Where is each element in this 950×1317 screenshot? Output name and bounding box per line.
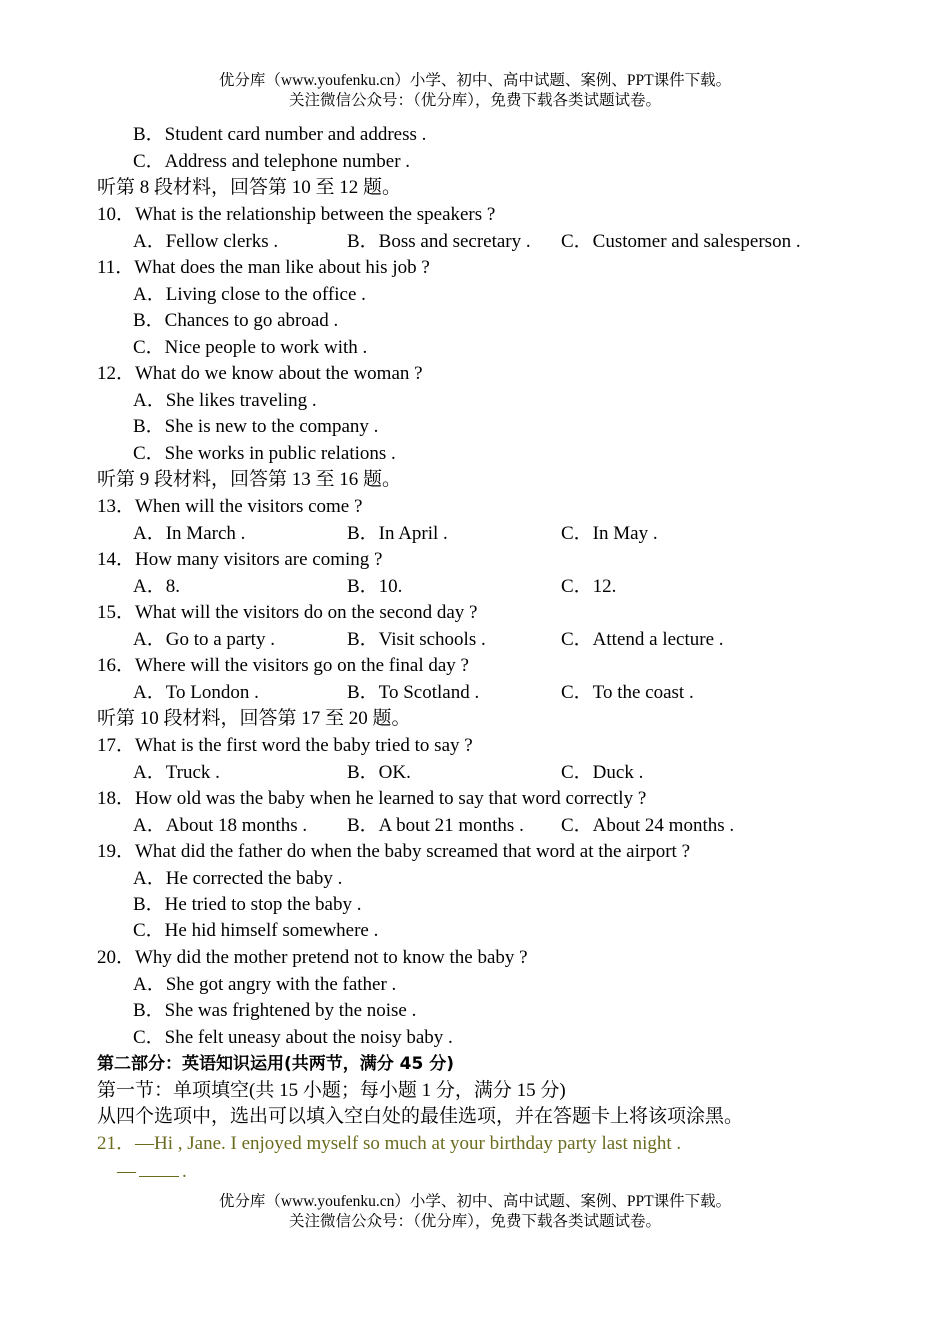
option-b: B．To Scotland . bbox=[347, 682, 480, 703]
question-15: 15．What will the visitors do on the second day ? bbox=[97, 602, 478, 623]
header-line-2: 关注微信公众号：（优分库），免费下载各类试题试卷。 bbox=[288, 92, 661, 109]
option-a: A．8. bbox=[133, 576, 180, 597]
option-c: C．Customer and salesperson . bbox=[561, 231, 801, 252]
section-heading: 听第 9 段材料，回答第 13 至 16 题。 bbox=[97, 469, 402, 490]
question-14: 14．How many visitors are coming ? bbox=[97, 549, 383, 570]
option-a: A．Living close to the office . bbox=[133, 284, 366, 305]
option-c: C．He hid himself somewhere . bbox=[133, 920, 379, 941]
reply-dash: — bbox=[117, 1161, 136, 1182]
option-c: C．She felt uneasy about the noisy baby . bbox=[133, 1027, 453, 1048]
option-c: C．To the coast . bbox=[561, 682, 694, 703]
option-a: A．To London . bbox=[133, 682, 259, 703]
option-b: B．In April . bbox=[347, 523, 448, 544]
option-c: C．Attend a lecture . bbox=[561, 629, 724, 650]
option-c: C．About 24 months . bbox=[561, 815, 735, 836]
question-20: 20．Why did the mother pretend not to know the baby ? bbox=[97, 947, 528, 968]
option-c: C．Duck . bbox=[561, 762, 644, 783]
option-a: A．She got angry with the father . bbox=[133, 974, 397, 995]
question-10: 10．What is the relationship between the speakers ? bbox=[97, 204, 496, 225]
option-a: A．He corrected the baby . bbox=[133, 868, 343, 889]
question-21-reply bbox=[117, 1158, 187, 1185]
question-19: 19．What did the father do when the baby screamed that word at the airport ? bbox=[97, 841, 691, 862]
option-b: B．Visit schools . bbox=[347, 629, 486, 650]
option-c: C．In May . bbox=[561, 523, 658, 544]
option-b: B．10. bbox=[347, 576, 403, 597]
question-11: 11．What does the man like about his job ? bbox=[97, 257, 430, 278]
reply-period: . bbox=[182, 1161, 187, 1182]
option-a: A．About 18 months . bbox=[133, 815, 308, 836]
question-12: 12．What do we know about the woman ? bbox=[97, 363, 423, 384]
footer-line-2: 关注微信公众号：（优分库），免费下载各类试题试卷。 bbox=[288, 1213, 661, 1230]
option-c: C．12. bbox=[561, 576, 617, 597]
option-a: A．In March . bbox=[133, 523, 246, 544]
option-b: B．Boss and secretary . bbox=[347, 231, 531, 252]
option-c: C．Address and telephone number . bbox=[133, 151, 411, 172]
option-b: B．OK. bbox=[347, 762, 411, 783]
header-line-1: 优分库（www.youfenku.cn）小学、初中、高中试题、案例、PPT课件下载。 bbox=[218, 72, 732, 89]
option-b: B．A bout 21 months . bbox=[347, 815, 524, 836]
section-instruction: 从四个选项中，选出可以填入空白处的最佳选项，并在答题卡上将该项涂黑。 bbox=[97, 1106, 744, 1127]
section-heading: 听第 8 段材料，回答第 10 至 12 题。 bbox=[97, 177, 402, 198]
question-13: 13．When will the visitors come ? bbox=[97, 496, 363, 517]
option-b: B．He tried to stop the baby . bbox=[133, 894, 362, 915]
part-2-title: 第二部分：英语知识运用(共两节，满分 45 分) bbox=[97, 1054, 455, 1074]
option-a: A．Fellow clerks . bbox=[133, 231, 279, 252]
option-b: B．Chances to go abroad . bbox=[133, 310, 339, 331]
footer-line-1: 优分库（www.youfenku.cn）小学、初中、高中试题、案例、PPT课件下载。 bbox=[218, 1193, 732, 1210]
answer-blank bbox=[139, 1158, 179, 1177]
option-c: C．She works in public relations . bbox=[133, 443, 396, 464]
question-17: 17．What is the first word the baby tried to say ? bbox=[97, 735, 473, 756]
option-c: C．Nice people to work with . bbox=[133, 337, 368, 358]
option-b: B．She was frightened by the noise . bbox=[133, 1000, 417, 1021]
option-a: A．Truck . bbox=[133, 762, 220, 783]
option-a: A．She likes traveling . bbox=[133, 390, 317, 411]
option-b: B．Student card number and address . bbox=[133, 124, 427, 145]
question-21: 21．—Hi , Jane. I enjoyed myself so much at your birthday party last night . bbox=[97, 1133, 682, 1154]
question-18: 18．How old was the baby when he learned to say that word correctly ? bbox=[97, 788, 647, 809]
option-b: B．She is new to the company . bbox=[133, 416, 379, 437]
question-16: 16．Where will the visitors go on the final day ? bbox=[97, 655, 469, 676]
section-heading: 听第 10 段材料，回答第 17 至 20 题。 bbox=[97, 708, 411, 729]
option-a: A．Go to a party . bbox=[133, 629, 275, 650]
section-1-title: 第一节：单项填空(共 15 小题；每小题 1 分，满分 15 分) bbox=[97, 1080, 566, 1101]
